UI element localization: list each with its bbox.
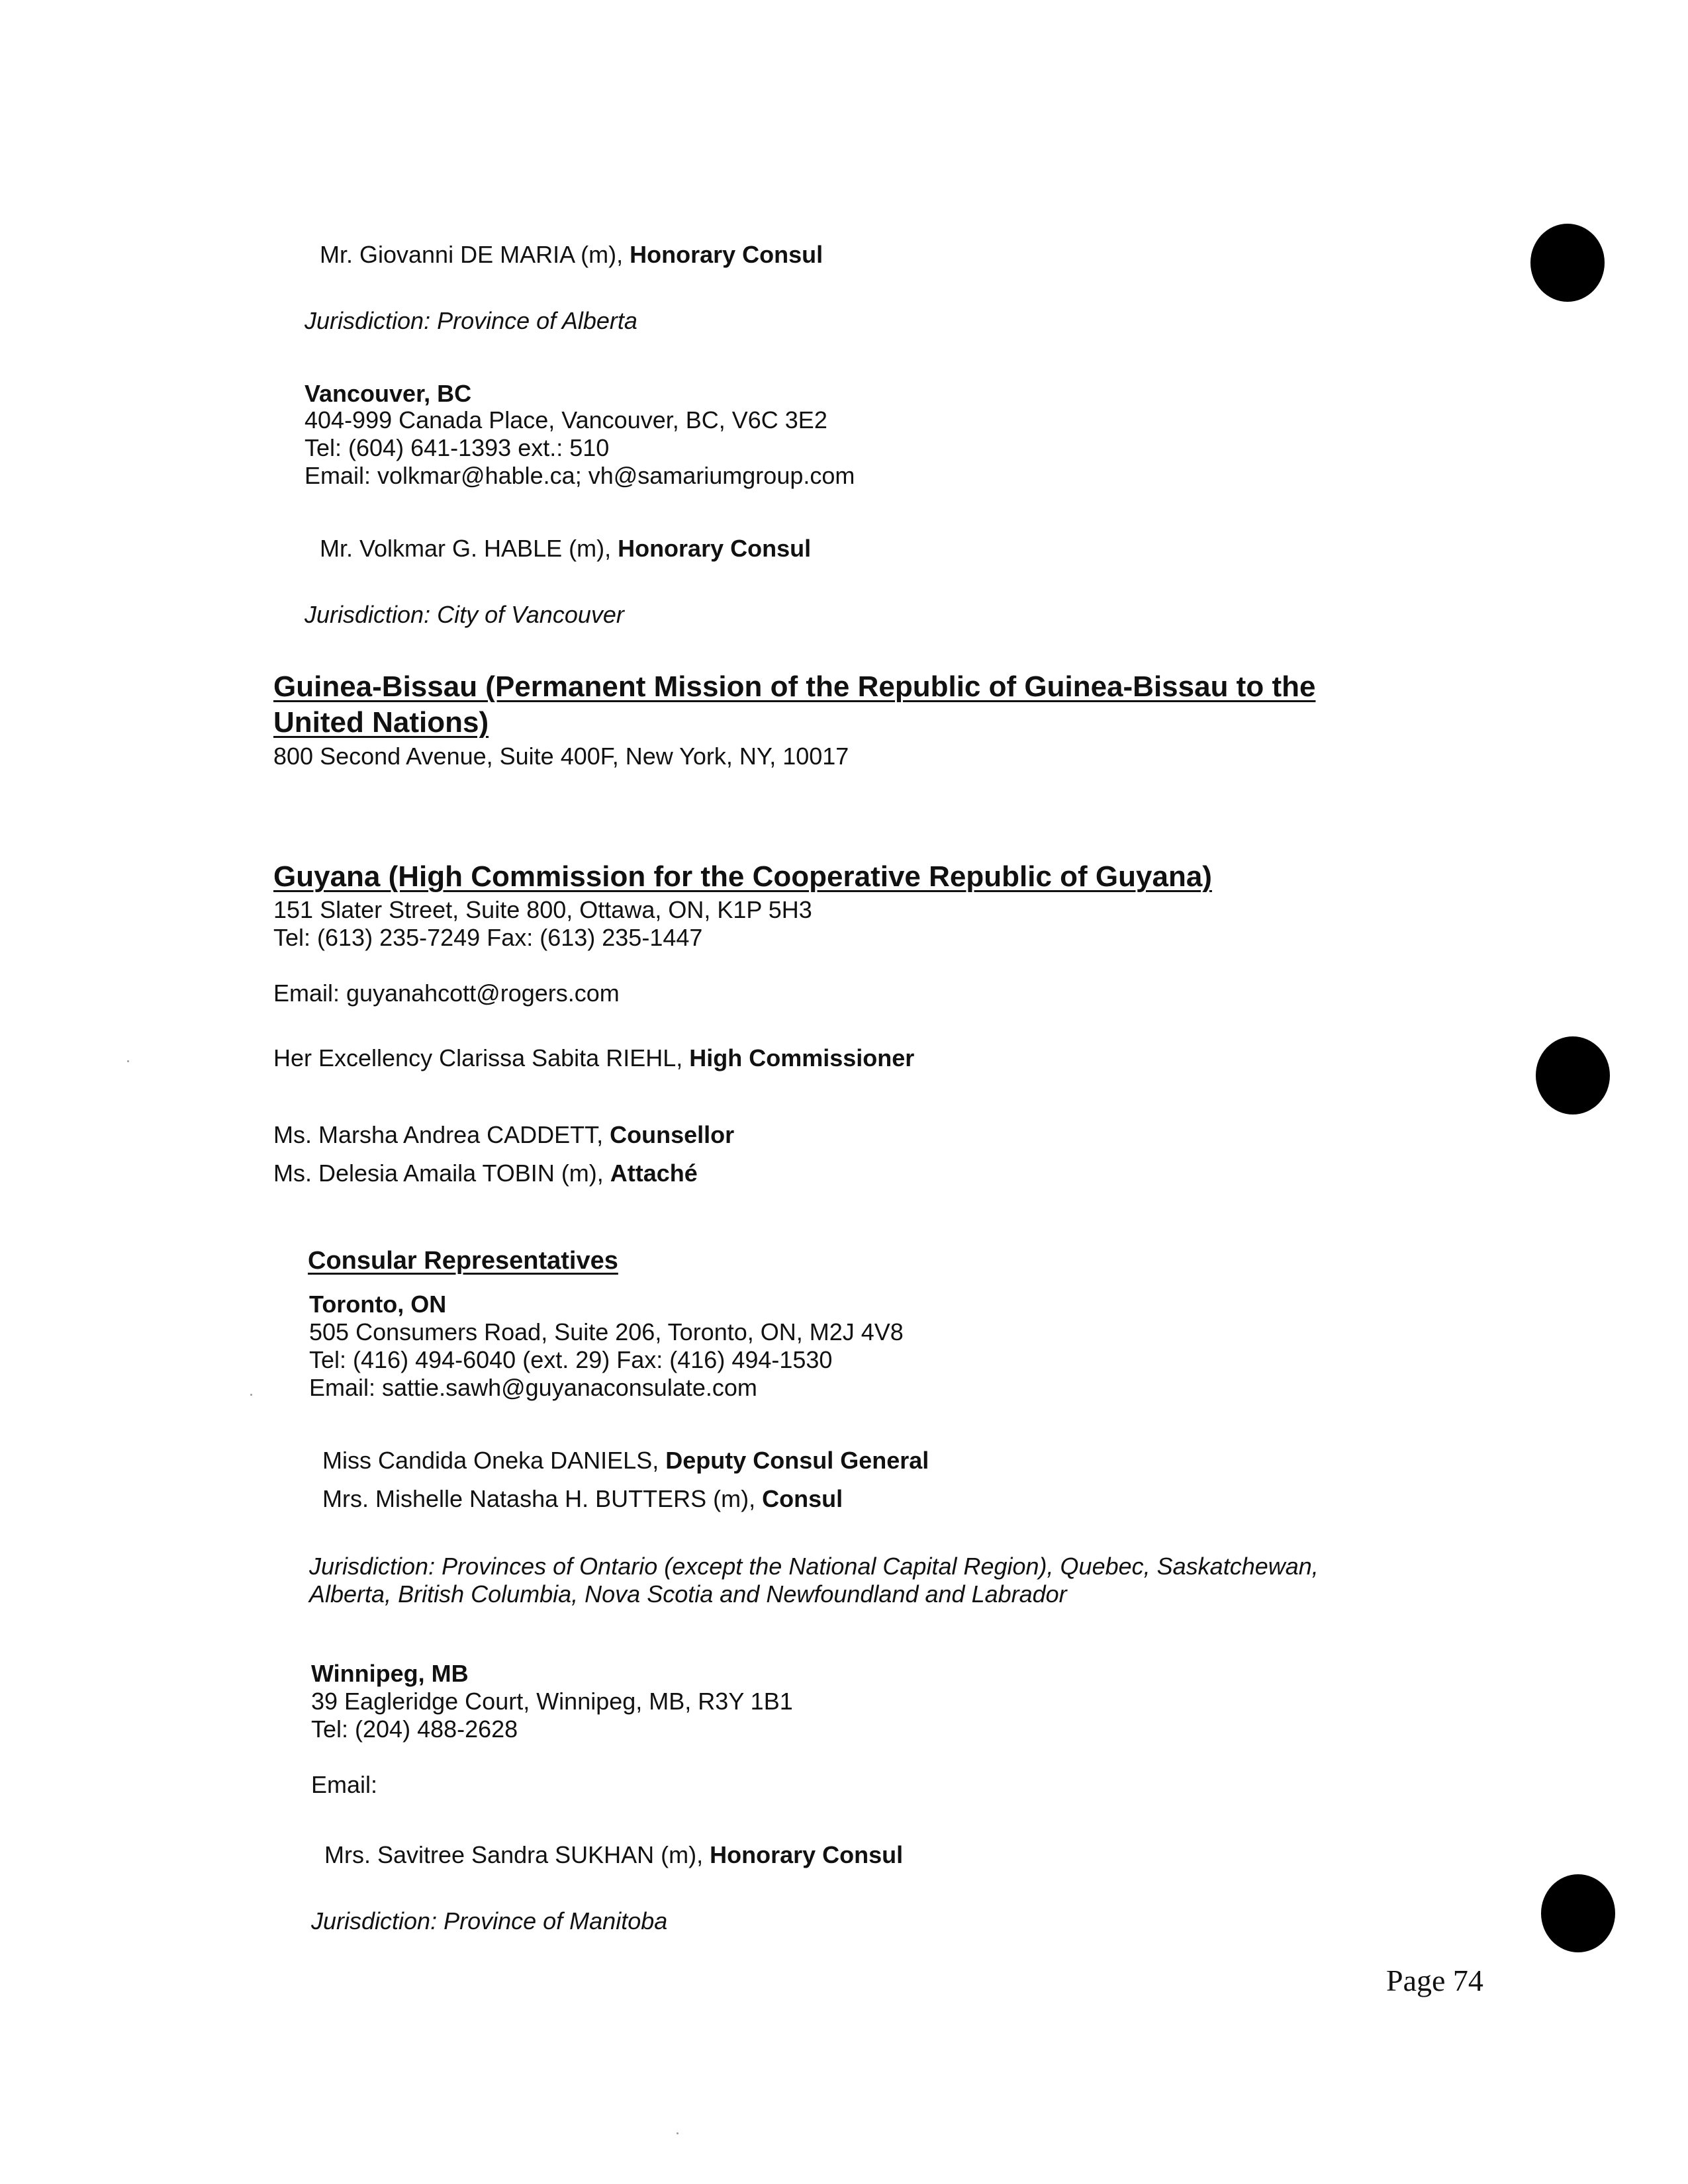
staff-title: Attaché	[610, 1160, 698, 1187]
staff-entry	[322, 1447, 929, 1475]
staff-name: Miss Candida Oneka DANIELS,	[322, 1447, 666, 1474]
page-number: Page 74	[1386, 1964, 1483, 1997]
consul-title: Honorary Consul	[618, 535, 812, 562]
scan-speck	[250, 1394, 252, 1396]
address-text: 505 Consumers Road, Suite 206, Toronto, ON, M2J 4V8	[309, 1318, 904, 1345]
email-text: Email: sattie.sawh@guyanaconsulate.com	[309, 1374, 757, 1401]
consul-entry	[320, 241, 823, 269]
consul-name: Mr. Giovanni DE MARIA (m),	[320, 241, 630, 268]
jurisdiction-text-continued: Alberta, British Columbia, Nova Scotia and Newfoundland and Labrador	[309, 1580, 1067, 1608]
staff-title: High Commissioner	[689, 1044, 915, 1071]
address-text: 151 Slater Street, Suite 800, Ottawa, ON, K1P 5H3	[273, 896, 812, 923]
country-heading-continued: United Nations)	[273, 706, 489, 739]
staff-title: Deputy Consul General	[665, 1447, 929, 1474]
staff-entry	[273, 1044, 914, 1072]
jurisdiction-text: Jurisdiction: City of Vancouver	[305, 601, 624, 628]
staff-entry	[273, 1121, 734, 1149]
city-heading: Winnipeg, MB	[311, 1660, 469, 1687]
phone-text: Tel: (204) 488-2628	[311, 1715, 518, 1743]
country-heading: Guyana (High Commission for the Cooperative Republic of Guyana)	[273, 860, 1212, 893]
consul-title: Honorary Consul	[710, 1841, 904, 1868]
consul-name: Mr. Volkmar G. HABLE (m),	[320, 535, 618, 562]
consul-title: Honorary Consul	[630, 241, 823, 268]
phone-text: Tel: (604) 641-1393 ext.: 510	[305, 434, 610, 461]
city-heading: Vancouver, BC	[305, 380, 472, 407]
phone-fax-text: Tel: (416) 494-6040 (ext. 29) Fax: (416) 494-1530	[309, 1346, 833, 1373]
jurisdiction-text: Jurisdiction: Province of Manitoba	[311, 1907, 668, 1934]
email-text: Email: guyanahcott@rogers.com	[273, 979, 620, 1007]
staff-entry	[273, 1160, 698, 1187]
staff-title: Counsellor	[610, 1121, 735, 1148]
scan-speck	[127, 1060, 129, 1062]
section-heading: Consular Representatives	[308, 1247, 618, 1275]
staff-name: Ms. Marsha Andrea CADDETT,	[273, 1121, 610, 1148]
phone-fax-text: Tel: (613) 235-7249 Fax: (613) 235-1447	[273, 924, 703, 951]
email-text: Email:	[311, 1771, 378, 1798]
city-heading: Toronto, ON	[309, 1291, 447, 1318]
consul-entry	[320, 535, 811, 563]
punch-hole-icon	[1541, 1874, 1615, 1952]
jurisdiction-text: Jurisdiction: Provinces of Ontario (except the National Capital Region), Quebec, Saskatchewan,	[309, 1553, 1319, 1580]
address-text: 39 Eagleridge Court, Winnipeg, MB, R3Y 1B1	[311, 1688, 793, 1715]
email-text: Email: volkmar@hable.ca; vh@samariumgroup.com	[305, 462, 855, 489]
address-text: 404-999 Canada Place, Vancouver, BC, V6C 3E2	[305, 406, 827, 433]
staff-title: Consul	[762, 1485, 843, 1512]
punch-hole-icon	[1536, 1036, 1610, 1115]
staff-name: Her Excellency Clarissa Sabita RIEHL,	[273, 1044, 690, 1071]
jurisdiction-text: Jurisdiction: Province of Alberta	[305, 307, 637, 334]
consul-entry	[324, 1841, 903, 1869]
scan-speck	[677, 2132, 679, 2134]
staff-name: Mrs. Mishelle Natasha H. BUTTERS (m),	[322, 1485, 763, 1512]
punch-hole-icon	[1530, 224, 1605, 302]
staff-name: Ms. Delesia Amaila TOBIN (m),	[273, 1160, 610, 1187]
consul-name: Mrs. Savitree Sandra SUKHAN (m),	[324, 1841, 710, 1868]
staff-entry	[322, 1485, 843, 1513]
country-heading: Guinea-Bissau (Permanent Mission of the Republic of Guinea-Bissau to the	[273, 670, 1316, 703]
address-text: 800 Second Avenue, Suite 400F, New York, NY, 10017	[273, 743, 849, 770]
